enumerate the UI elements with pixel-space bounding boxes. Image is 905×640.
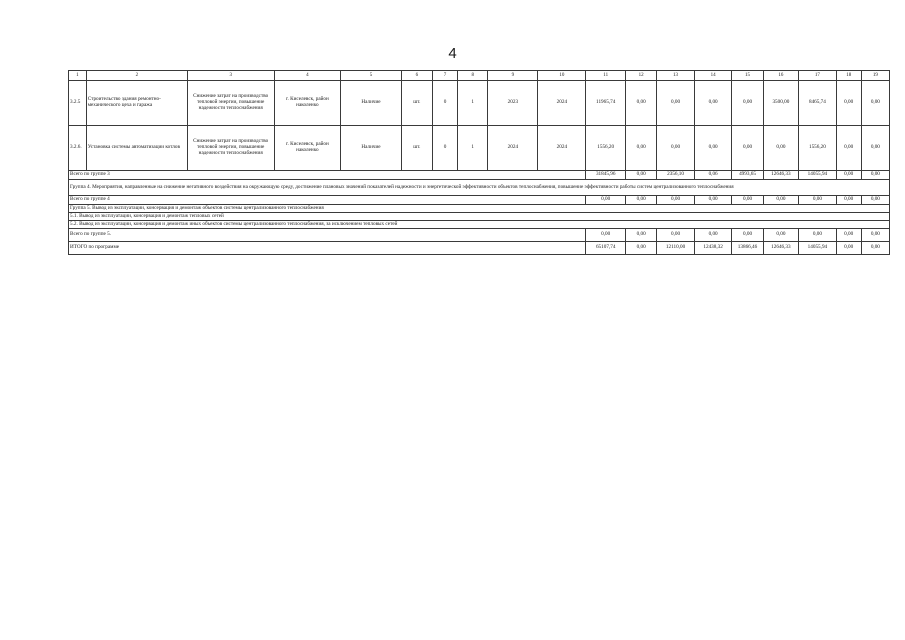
value-before: 0 <box>433 126 458 171</box>
page-number: 4 <box>448 45 457 62</box>
group-total-row <box>69 171 890 180</box>
total-value: 31845,96 <box>586 171 626 180</box>
measure-name: Установка системы автоматизации котлов <box>86 126 187 171</box>
total-value: 0,00 <box>657 229 695 242</box>
measure-status: Наличие <box>341 126 402 171</box>
cost-value: 1556,20 <box>799 126 837 171</box>
column-number: 18 <box>836 71 861 81</box>
column-number: 11 <box>586 71 626 81</box>
total-value: 0,00 <box>626 196 657 205</box>
cost-value: 0,00 <box>694 81 732 126</box>
total-value: 0,00 <box>763 196 798 205</box>
column-number: 10 <box>538 71 586 81</box>
column-number: 6 <box>401 71 432 81</box>
row-id: 3.2.5 <box>69 81 87 126</box>
measure-location: г. Киселевск, район наколенко <box>274 126 341 171</box>
column-number: 19 <box>861 71 889 81</box>
column-number: 7 <box>433 71 458 81</box>
cost-value: 0,00 <box>861 81 889 126</box>
cost-value: 8465,74 <box>799 81 837 126</box>
column-number-row <box>69 71 890 81</box>
cost-value: 0,00 <box>626 81 657 126</box>
column-number: 2 <box>86 71 187 81</box>
group-total-label: Всего по группе 5. <box>69 229 586 242</box>
total-value: 0,00 <box>732 229 763 242</box>
total-value: 0,00 <box>836 242 861 255</box>
total-value: 4993,65 <box>732 171 763 180</box>
grand-total-label: ИТОГО по программе <box>69 242 586 255</box>
group-total-row <box>69 196 890 205</box>
column-number: 5 <box>341 71 402 81</box>
total-value: 12438,32 <box>694 242 732 255</box>
measure-unit: шт. <box>401 126 432 171</box>
total-value: 0,00 <box>799 229 837 242</box>
total-value: 0,00 <box>586 196 626 205</box>
group-total-row <box>69 229 890 242</box>
total-value: 0,00 <box>694 229 732 242</box>
cost-value: 0,00 <box>732 81 763 126</box>
total-value: 0,00 <box>861 242 889 255</box>
total-value: 0,00 <box>861 171 889 180</box>
total-value: 0,00 <box>836 196 861 205</box>
measure-goal: Снижение затрат на производство тепловой энергии, повышение надежности теплоснабжения <box>187 81 274 126</box>
group-title-row <box>69 180 890 196</box>
cost-value: 0,00 <box>836 81 861 126</box>
cost-value: 0,00 <box>657 81 695 126</box>
table-row <box>69 81 890 126</box>
total-value: 13866,46 <box>732 242 763 255</box>
subgroup-title: 5.1. Вывод из эксплуатации, консервация и демонтаж тепловых сетей <box>69 213 890 221</box>
column-number: 4 <box>274 71 341 81</box>
total-value: 12646,33 <box>763 242 798 255</box>
end-year: 2024 <box>538 126 586 171</box>
group-title-row <box>69 205 890 213</box>
investment-program-table <box>68 70 890 255</box>
group-title: Группа 5. Вывод из эксплуатации, консервация и демонтаж объектов системы централизованного теплоснабжения <box>69 205 890 213</box>
total-value: 14055,94 <box>799 171 837 180</box>
measure-name: Строительство здания ремонтно-механического цеха и гаража <box>86 81 187 126</box>
total-value: 12110,00 <box>657 242 695 255</box>
column-number: 15 <box>732 71 763 81</box>
value-after: 1 <box>458 126 488 171</box>
cost-total: 11965,74 <box>586 81 626 126</box>
table-row <box>69 126 890 171</box>
cost-value: 0,00 <box>763 126 798 171</box>
measure-location: г. Киселевск, район наколенко <box>274 81 341 126</box>
group-total-label: Всего по группе 3 <box>69 171 586 180</box>
total-value: 2356,10 <box>657 171 695 180</box>
cost-value: 0,00 <box>626 126 657 171</box>
column-number: 8 <box>458 71 488 81</box>
column-number: 9 <box>488 71 538 81</box>
total-value: 12646,33 <box>763 171 798 180</box>
total-value: 14055,94 <box>799 242 837 255</box>
total-value: 0,00 <box>732 196 763 205</box>
measure-unit: шт. <box>401 81 432 126</box>
cost-value: 0,00 <box>657 126 695 171</box>
total-value: 0,00 <box>763 229 798 242</box>
cost-value: 0,00 <box>836 126 861 171</box>
end-year: 2024 <box>538 81 586 126</box>
total-value: 0,00 <box>626 242 657 255</box>
column-number: 1 <box>69 71 87 81</box>
measure-goal: Снижение затрат на производство тепловой энергии, повышение надежности теплоснабжения <box>187 126 274 171</box>
column-number: 13 <box>657 71 695 81</box>
subgroup-title: 5.2. Вывод из эксплуатации, консервация и демонтаж иных объектов системы централизованного теплоснабжения, за исключением тепловых сетей <box>69 221 890 229</box>
measure-status: Наличие <box>341 81 402 126</box>
cost-total: 1556,20 <box>586 126 626 171</box>
start-year: 2023 <box>488 81 538 126</box>
total-value: 0,00 <box>799 196 837 205</box>
column-number: 14 <box>694 71 732 81</box>
total-value: 0,00 <box>657 196 695 205</box>
cost-value: 0,00 <box>861 126 889 171</box>
group-total-label: Всего по группе 4 <box>69 196 586 205</box>
cost-value: 0,00 <box>694 126 732 171</box>
total-value: 0,06 <box>694 171 732 180</box>
total-value: 0,00 <box>586 229 626 242</box>
total-value: 0,00 <box>861 229 889 242</box>
cost-value: 0,00 <box>732 126 763 171</box>
total-value: 0,00 <box>861 196 889 205</box>
column-number: 17 <box>799 71 837 81</box>
row-id: 3.2.6. <box>69 126 87 171</box>
total-value: 0,00 <box>626 229 657 242</box>
column-number: 3 <box>187 71 274 81</box>
grand-total-row <box>69 242 890 255</box>
start-year: 2024 <box>488 126 538 171</box>
subgroup-title-row <box>69 213 890 221</box>
total-value: 0,00 <box>836 229 861 242</box>
column-number: 16 <box>763 71 798 81</box>
total-value: 0,00 <box>626 171 657 180</box>
total-value: 65107,74 <box>586 242 626 255</box>
total-value: 0,00 <box>694 196 732 205</box>
cost-value: 3500,00 <box>763 81 798 126</box>
column-number: 12 <box>626 71 657 81</box>
value-before: 0 <box>433 81 458 126</box>
value-after: 1 <box>458 81 488 126</box>
group-title: Группа 4. Мероприятия, направленные на снижение негативного воздействия на окружающую среду, достижение плановых значений показателей надежности и энергетической эффективности объектов теплоснабжения, повышение эффективности работы систем централизованного теплоснабжения <box>69 180 890 196</box>
subgroup-title-row <box>69 221 890 229</box>
total-value: 0,00 <box>836 171 861 180</box>
